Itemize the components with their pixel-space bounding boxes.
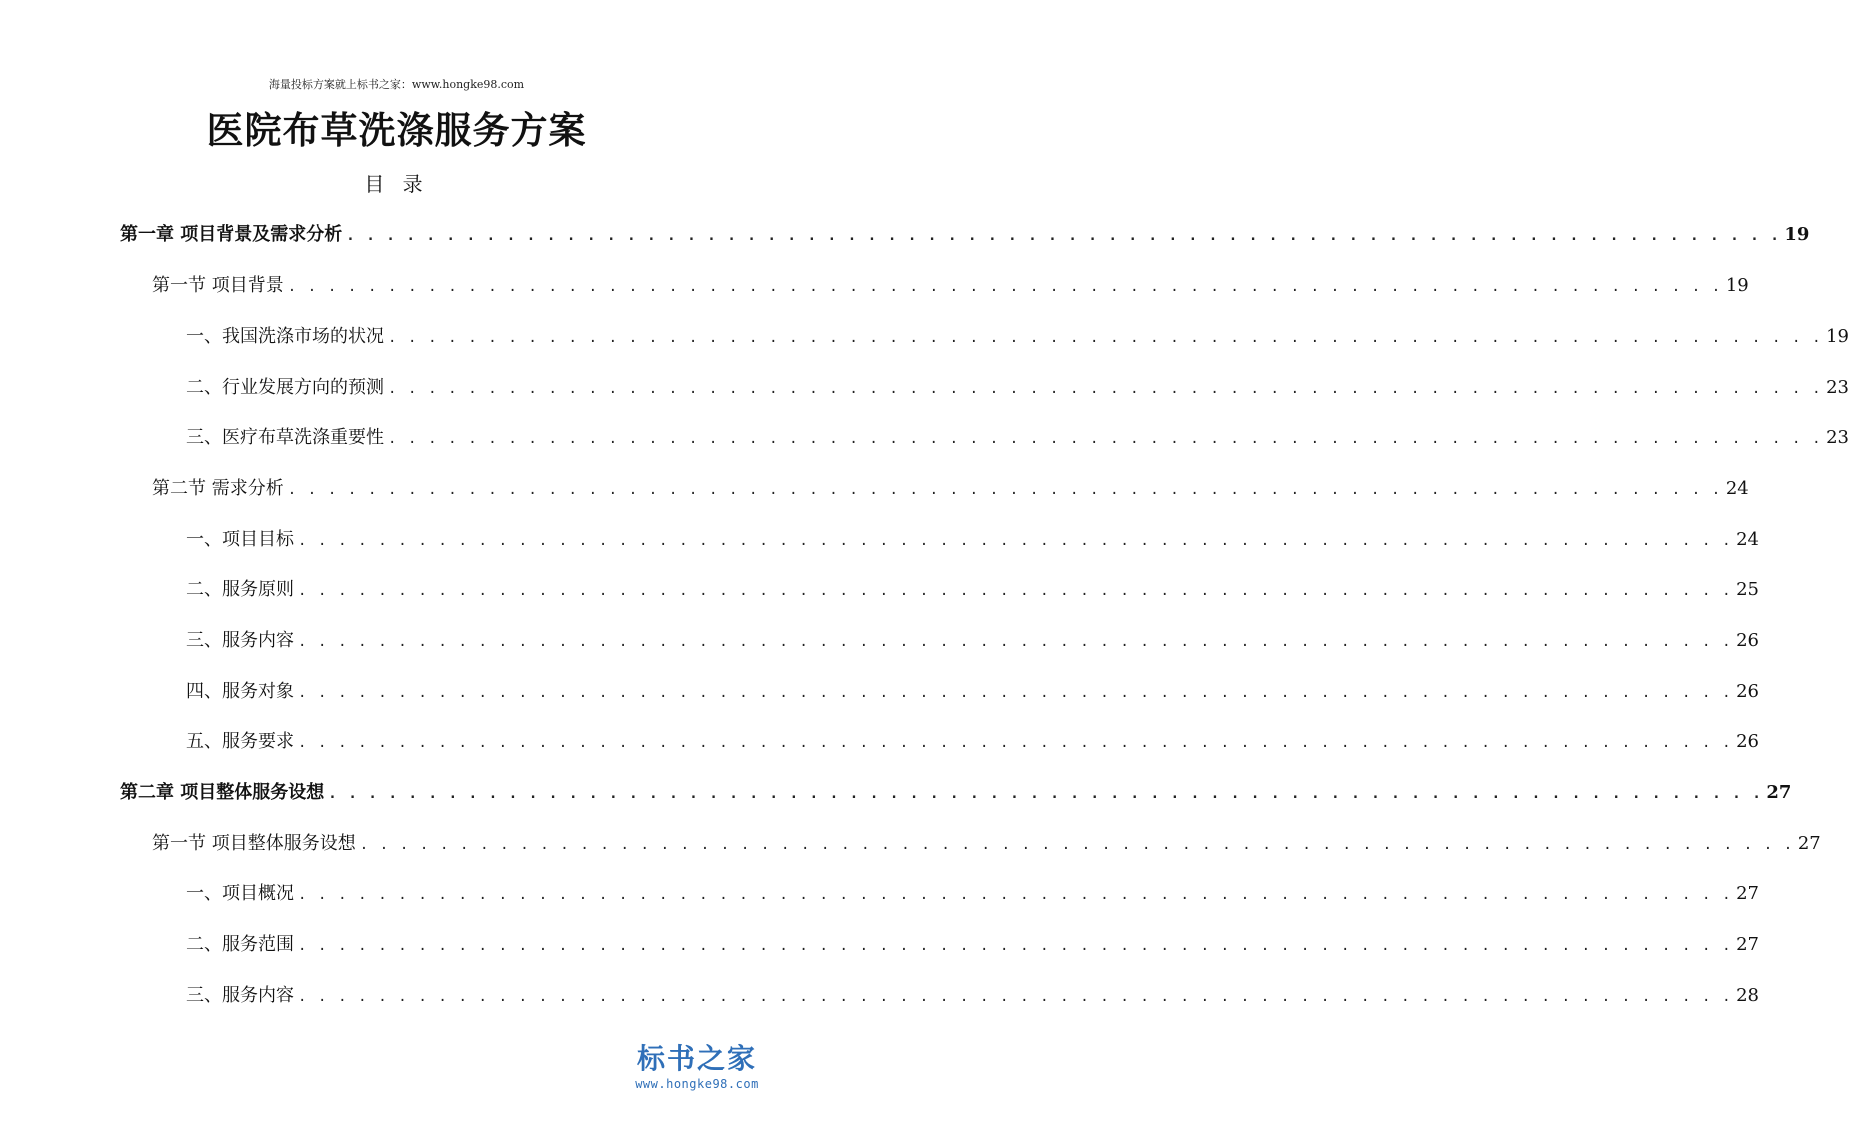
toc-entry-page: 24 (1736, 529, 1760, 550)
toc-entry-page: 26 (1736, 731, 1760, 752)
toc-entry-page: 27 (1736, 883, 1760, 904)
logo-name: 标书之家 (636, 1042, 757, 1075)
toc-entry-section[interactable] (152, 474, 1749, 502)
toc-entry-item[interactable] (186, 525, 1760, 553)
toc-entry-page: 27 (1736, 934, 1760, 955)
toc-entry-label: 第一章 项目背景及需求分析 (120, 224, 343, 245)
toc-leader-dots: . . . . . . . . . . . . . . . . . . . . . . . . . . . . . . . . . . . . . . . . . . . . . . . . . . . . . . . . . . . . . . . . . . . . . . . . (298, 533, 1733, 549)
toc-leader-dots: . . . . . . . . . . . . . . . . . . . . . . . . . . . . . . . . . . . . . . . . . . . . . . . . . . . . . . . . . . . . . . . . . . . . . . . . (328, 786, 1763, 802)
toc-entry-page: 19 (1784, 224, 1810, 245)
toc-entry-page: 19 (1725, 275, 1749, 296)
toc-entry-item[interactable] (186, 677, 1760, 705)
toc-entry-label: 第二节 需求分析 (152, 478, 284, 499)
toc-entry-page: 26 (1736, 681, 1760, 702)
toc-entry-item[interactable] (186, 879, 1760, 907)
toc-leader-dots: . . . . . . . . . . . . . . . . . . . . . . . . . . . . . . . . . . . . . . . . . . . . . . . . . . . . . . . . . . . . . . . . . . . . . . . . (298, 938, 1733, 954)
toc-entry-item[interactable] (186, 930, 1760, 958)
brand-logo (617, 1042, 777, 1108)
toc-entry-page: 25 (1736, 579, 1760, 600)
toc-entry-page: 19 (1826, 326, 1849, 347)
toc-entry-label: 二、服务原则 (186, 579, 294, 600)
toc-leader-dots: . . . . . . . . . . . . . . . . . . . . . . . . . . . . . . . . . . . . . . . . . . . . . . . . . . . . . . . . . . . . . . . . . . . . . . . . (359, 837, 1794, 853)
toc-entry-page: 23 (1826, 377, 1849, 398)
toc-entry-item[interactable] (186, 423, 1849, 451)
toc-heading: 目 录 (364, 172, 429, 196)
toc-entry-item[interactable] (186, 981, 1760, 1009)
toc-leader-dots: . . . . . . . . . . . . . . . . . . . . . . . . . . . . . . . . . . . . . . . . . . . . . . . . . . . . . . . . . . . . . . . . . . . . . . . . (298, 887, 1733, 903)
toc-entry-label: 三、医疗布草洗涤重要性 (186, 427, 384, 448)
toc-entry-item[interactable] (186, 373, 1849, 401)
toc-leader-dots: . . . . . . . . . . . . . . . . . . . . . . . . . . . . . . . . . . . . . . . . . . . . . . . . . . . . . . . . . . . . . . . . . . . . . . . . (298, 685, 1733, 701)
toc-leader-dots: . . . . . . . . . . . . . . . . . . . . . . . . . . . . . . . . . . . . . . . . . . . . . . . . . . . . . . . . . . . . . . . . . . . . . . . . (346, 228, 1781, 244)
toc-entry-page: 23 (1826, 427, 1849, 448)
toc-leader-dots: . . . . . . . . . . . . . . . . . . . . . . . . . . . . . . . . . . . . . . . . . . . . . . . . . . . . . . . . . . . . . . . . . . . . . . . . (287, 279, 1722, 295)
toc-entry-page: 27 (1766, 782, 1792, 803)
toc-entry-label: 第一节 项目背景 (152, 275, 284, 296)
toc-leader-dots: . . . . . . . . . . . . . . . . . . . . . . . . . . . . . . . . . . . . . . . . . . . . . . . . . . . . . . . . . . . . . . . . . . . . . . . . (298, 583, 1733, 599)
toc-entry-section[interactable] (152, 271, 1749, 299)
toc-entry-label: 二、服务范围 (186, 934, 294, 955)
toc-leader-dots: . . . . . . . . . . . . . . . . . . . . . . . . . . . . . . . . . . . . . . . . . . . . . . . . . . . . . . . . . . . . . . . . . . . . . . . . (388, 330, 1823, 346)
toc-entry-label: 四、服务对象 (186, 681, 294, 702)
toc-leader-dots: . . . . . . . . . . . . . . . . . . . . . . . . . . . . . . . . . . . . . . . . . . . . . . . . . . . . . . . . . . . . . . . . . . . . . . . . (388, 431, 1823, 447)
toc-entry-label: 第一节 项目整体服务设想 (152, 833, 356, 854)
header-note: 海量投标方案就上标书之家：www.hongke98.com (268, 78, 525, 91)
toc-entry-label: 一、我国洗涤市场的状况 (186, 326, 384, 347)
toc-entry-page: 26 (1736, 630, 1760, 651)
toc-entry-label: 三、服务内容 (186, 630, 294, 651)
toc-entry-label: 一、项目概况 (186, 883, 294, 904)
logo-url: www.hongke98.com (635, 1077, 759, 1091)
toc-leader-dots: . . . . . . . . . . . . . . . . . . . . . . . . . . . . . . . . . . . . . . . . . . . . . . . . . . . . . . . . . . . . . . . . . . . . . . . . (298, 735, 1733, 751)
toc-entry-chapter-1[interactable] (120, 220, 1810, 248)
toc-entry-label: 第二章 项目整体服务设想 (120, 782, 325, 803)
toc-leader-dots: . . . . . . . . . . . . . . . . . . . . . . . . . . . . . . . . . . . . . . . . . . . . . . . . . . . . . . . . . . . . . . . . . . . . . . . . (287, 482, 1722, 498)
toc-entry-page: 27 (1797, 833, 1821, 854)
toc-entry-item[interactable] (186, 575, 1760, 603)
toc-entry-chapter-2[interactable] (120, 778, 1792, 806)
toc-entry-page: 24 (1725, 478, 1749, 499)
toc-leader-dots: . . . . . . . . . . . . . . . . . . . . . . . . . . . . . . . . . . . . . . . . . . . . . . . . . . . . . . . . . . . . . . . . . . . . . . . . (298, 634, 1733, 650)
toc-entry-page: 28 (1736, 985, 1760, 1006)
toc-entry-item[interactable] (186, 727, 1760, 755)
toc-entry-label: 一、项目目标 (186, 529, 294, 550)
toc-entry-item[interactable] (186, 322, 1849, 350)
toc-entry-section[interactable] (152, 829, 1821, 857)
toc-entry-label: 五、服务要求 (186, 731, 294, 752)
toc-leader-dots: . . . . . . . . . . . . . . . . . . . . . . . . . . . . . . . . . . . . . . . . . . . . . . . . . . . . . . . . . . . . . . . . . . . . . . . . (298, 989, 1733, 1005)
toc-entry-label: 三、服务内容 (186, 985, 294, 1006)
toc-leader-dots: . . . . . . . . . . . . . . . . . . . . . . . . . . . . . . . . . . . . . . . . . . . . . . . . . . . . . . . . . . . . . . . . . . . . . . . . (388, 381, 1823, 397)
toc-entry-item[interactable] (186, 626, 1760, 654)
toc-entry-label: 二、行业发展方向的预测 (186, 377, 384, 398)
document-title: 医院布草洗涤服务方案 (206, 108, 587, 152)
